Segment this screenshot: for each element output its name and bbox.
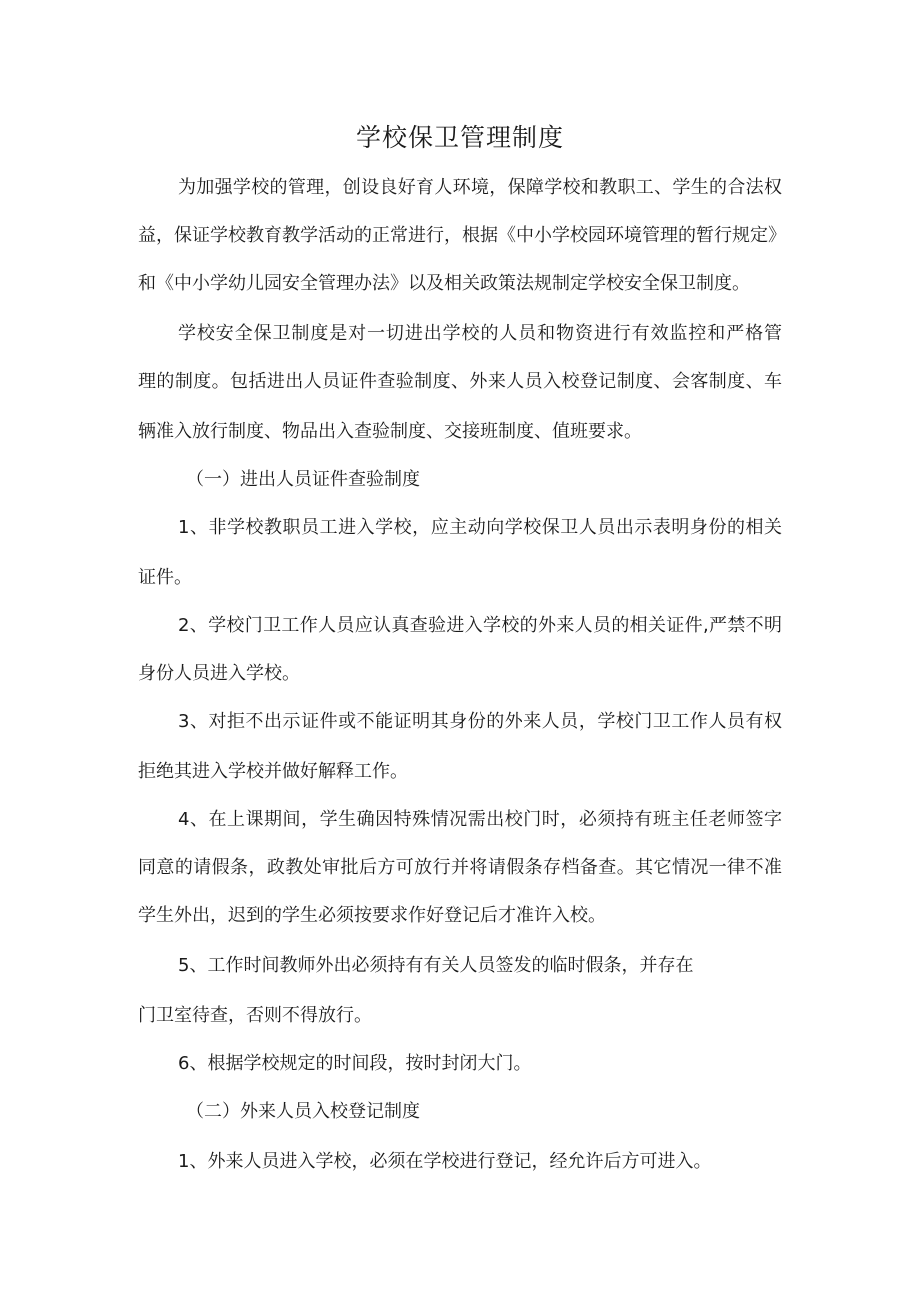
paragraph-line: 学校安全保卫制度是对一切进出学校的人员和物资进行有效监控和严格管 <box>178 323 782 344</box>
paragraph-line: 学生外出，迟到的学生必须按要求作好登记后才准许入校。 <box>138 905 606 926</box>
paragraph-line: 3、对拒不出示证件或不能证明其身份的外来人员，学校门卫工作人员有权 <box>178 711 782 732</box>
paragraph-line: 益，保证学校教育教学活动的正常进行，根据《中小学校园环境管理的暂行规定》 <box>138 225 786 246</box>
paragraph-line: 为加强学校的管理，创设良好育人环境，保障学校和教职工、学生的合法权 <box>178 177 782 198</box>
paragraph-line: 身份人员进入学校。 <box>138 663 300 684</box>
paragraph-line: 理的制度。包括进出人员证件查验制度、外来人员入校登记制度、会客制度、车 <box>138 371 782 392</box>
section-heading: （一）进出人员证件查验制度 <box>186 469 420 490</box>
paragraph-line: 2、学校门卫工作人员应认真查验进入学校的外来人员的相关证件,严禁不明 <box>178 615 782 636</box>
paragraph-line: 同意的请假条，政教处审批后方可放行并将请假条存档备查。其它情况一律不准 <box>138 857 782 878</box>
paragraph-line: 门卫室待查，否则不得放行。 <box>138 1005 372 1026</box>
paragraph-line: 证件。 <box>138 567 192 588</box>
paragraph-line: 6、根据学校规定的时间段，按时封闭大门。 <box>178 1053 532 1074</box>
paragraph-line: 1、外来人员进入学校，必须在学校进行登记，经允许后方可进入。 <box>178 1151 712 1172</box>
paragraph-line: 拒绝其进入学校并做好解释工作。 <box>138 761 408 782</box>
paragraph-line: 4、在上课期间，学生确因特殊情况需出校门时，必须持有班主任老师签字 <box>178 809 782 830</box>
document-title: 学校保卫管理制度 <box>355 123 564 152</box>
paragraph-line: 5、工作时间教师外出必须持有有关人员签发的临时假条，并存在 <box>178 955 694 976</box>
section-heading: （二）外来人员入校登记制度 <box>186 1101 420 1122</box>
paragraph-line: 1、非学校教职员工进入学校，应主动向学校保卫人员出示表明身份的相关 <box>178 517 782 538</box>
paragraph-line: 和《中小学幼儿园安全管理办法》以及相关政策法规制定学校安全保卫制度。 <box>138 273 750 294</box>
paragraph-line: 辆准入放行制度、物品出入查验制度、交接班制度、值班要求。 <box>138 421 642 442</box>
